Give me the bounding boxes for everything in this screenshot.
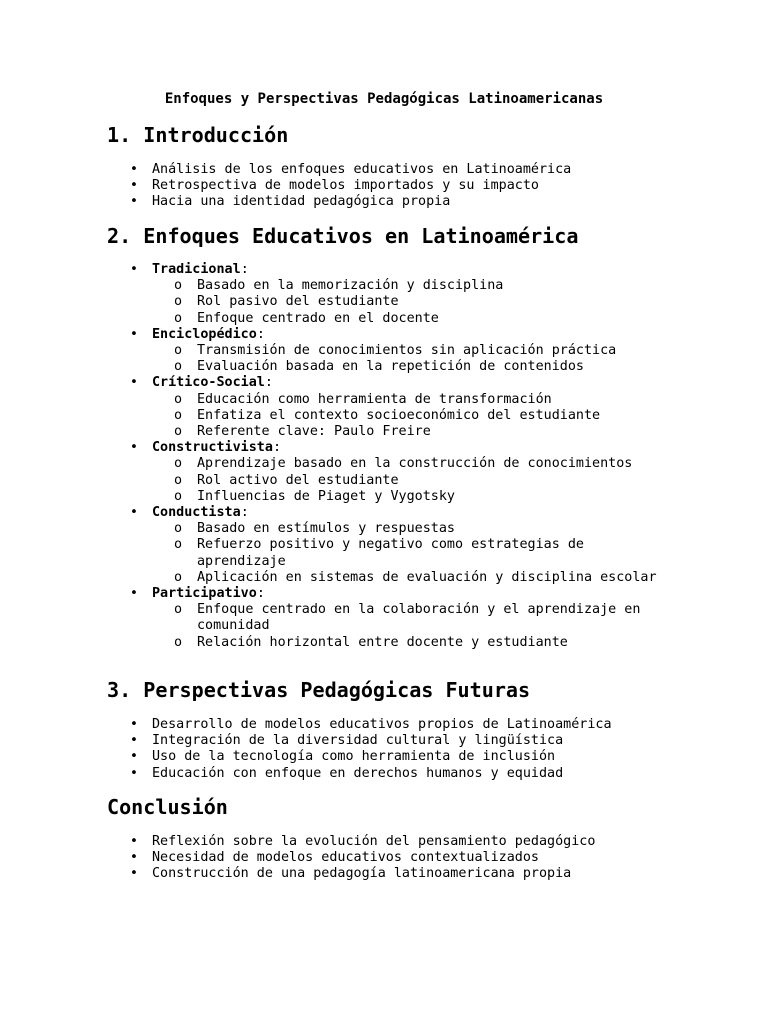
sublist-item: o Refuerzo positivo y negativo como estrategias de aprendizaje bbox=[174, 537, 584, 569]
bullet-icon: • bbox=[130, 505, 138, 521]
list-item: • Hacia una identidad pedagógica propia bbox=[130, 194, 451, 210]
list-item: • Integración de la diversidad cultural y lingüística bbox=[130, 733, 564, 749]
list-item-critico-social: • Crítico-Social: o Educación como herramienta de transformación o Enfatiza el contexto socioeconómico del estudiante o Referente clave: Paulo Freire bbox=[107, 375, 707, 440]
bullet-icon: • bbox=[130, 262, 138, 277]
section-heading-introduccion: 1. Introducción bbox=[107, 123, 289, 147]
bullet-icon: • bbox=[130, 586, 138, 602]
list-item-constructivista: • Constructivista: o Aprendizaje basado en la construcción de conocimientos o Rol activo del estudiante o Influencias de Piaget y Vygotsky bbox=[107, 440, 707, 505]
bullet-icon: • bbox=[130, 866, 138, 882]
section-list-conclusion bbox=[107, 834, 707, 883]
sublist bbox=[152, 343, 707, 375]
section-list-introduccion bbox=[107, 162, 707, 211]
circle-bullet-icon: o bbox=[174, 602, 183, 618]
sublist-item: o Influencias de Piaget y Vygotsky bbox=[174, 488, 455, 504]
bullet-icon: • bbox=[130, 440, 138, 456]
circle-bullet-icon: o bbox=[174, 343, 183, 359]
sublist-item: o Aplicación en sistemas de evaluación y disciplina escolar bbox=[174, 569, 657, 585]
sublist-item: o Enfoque centrado en el docente bbox=[174, 310, 439, 326]
circle-bullet-icon: o bbox=[174, 456, 183, 472]
list-item: • Retrospectiva de modelos importados y su impacto bbox=[130, 178, 539, 194]
list-item-enciclopedico: • Enciclopédico: o Transmisión de conocimientos sin aplicación práctica o Evaluación basada en la repetición de contenidos bbox=[107, 327, 707, 376]
sublist-item: o Referente clave: Paulo Freire bbox=[174, 424, 431, 440]
section-heading-perspectivas: 3. Perspectivas Pedagógicas Futuras bbox=[107, 678, 531, 702]
section-list-enfoques bbox=[107, 262, 707, 651]
sublist-item: o Transmisión de conocimientos sin aplicación práctica bbox=[174, 343, 617, 359]
section-list-perspectivas bbox=[107, 717, 707, 782]
bullet-icon: • bbox=[130, 194, 138, 210]
sublist bbox=[152, 278, 707, 327]
list-item: • Análisis de los enfoques educativos en Latinoamérica bbox=[130, 162, 572, 177]
circle-bullet-icon: o bbox=[174, 569, 183, 585]
circle-bullet-icon: o bbox=[174, 488, 183, 504]
bullet-icon: • bbox=[130, 326, 138, 342]
section-heading-enfoques: 2. Enfoques Educativos en Latinoamérica bbox=[107, 224, 579, 248]
sublist-item: o Enfatiza el contexto socioeconómico del estudiante bbox=[174, 407, 601, 423]
sublist bbox=[152, 602, 707, 651]
circle-bullet-icon: o bbox=[174, 537, 183, 553]
circle-bullet-icon: o bbox=[174, 407, 183, 423]
list-item: • Desarrollo de modelos educativos propios de Latinoamérica bbox=[130, 717, 612, 732]
circle-bullet-icon: o bbox=[174, 391, 183, 407]
list-item-conductista: • Conductista: o Basado en estímulos y respuestas o Refuerzo positivo y negativo como estrategias de aprendizaje o Aplicación en sistemas de evaluación y disciplina escolar bbox=[107, 505, 707, 586]
bullet-icon: • bbox=[130, 375, 138, 391]
bullet-icon: • bbox=[130, 834, 138, 849]
circle-bullet-icon: o bbox=[174, 359, 183, 375]
sublist-item: o Relación horizontal entre docente y estudiante bbox=[174, 634, 568, 650]
bullet-icon: • bbox=[130, 765, 138, 781]
list-item: • Uso de la tecnología como herramienta de inclusión bbox=[130, 749, 556, 765]
sublist bbox=[152, 456, 707, 505]
document-title: Enfoques y Perspectivas Pedagógicas Latinoamericanas bbox=[164, 91, 604, 107]
list-item: • Construcción de una pedagogía latinoamericana propia bbox=[130, 866, 572, 882]
list-item-participativo: • Participativo: o Enfoque centrado en la colaboración y el aprendizaje en comunidad o Relación horizontal entre docente y estudiante bbox=[107, 586, 707, 651]
bullet-icon: • bbox=[130, 178, 138, 194]
bullet-icon: • bbox=[130, 749, 138, 765]
sublist-item: o Rol pasivo del estudiante bbox=[174, 294, 399, 310]
sublist bbox=[152, 521, 707, 586]
sublist-item: o Basado en estímulos y respuestas bbox=[174, 521, 455, 537]
sublist-item: o Educación como herramienta de transformación bbox=[174, 391, 552, 407]
circle-bullet-icon: o bbox=[174, 521, 183, 537]
circle-bullet-icon: o bbox=[174, 472, 183, 488]
bullet-icon: • bbox=[130, 162, 138, 177]
sublist-item: o Enfoque centrado en la colaboración y el aprendizaje en comunidad bbox=[174, 602, 641, 634]
sublist bbox=[152, 392, 707, 441]
sublist-item: o Basado en la memorización y disciplina bbox=[174, 278, 504, 294]
circle-bullet-icon: o bbox=[174, 424, 183, 440]
list-item: • Reflexión sobre la evolución del pensamiento pedagógico bbox=[130, 834, 596, 849]
section-heading-conclusion: Conclusión bbox=[107, 795, 228, 819]
circle-bullet-icon: o bbox=[174, 310, 183, 326]
bullet-icon: • bbox=[130, 850, 138, 866]
sublist-item: o Rol activo del estudiante bbox=[174, 472, 399, 488]
bullet-icon: • bbox=[130, 733, 138, 749]
list-item-tradicional: • Tradicional: o Basado en la memorización y disciplina o Rol pasivo del estudiante o Enfoque centrado en el docente bbox=[107, 262, 707, 327]
sublist-item: o Evaluación basada en la repetición de contenidos bbox=[174, 359, 584, 375]
bullet-icon: • bbox=[130, 717, 138, 732]
list-item: • Necesidad de modelos educativos contextualizados bbox=[130, 850, 539, 866]
list-item: • Educación con enfoque en derechos humanos y equidad bbox=[130, 765, 564, 781]
circle-bullet-icon: o bbox=[174, 294, 183, 310]
sublist-item: o Aprendizaje basado en la construcción de conocimientos bbox=[174, 456, 633, 472]
circle-bullet-icon: o bbox=[174, 278, 183, 294]
circle-bullet-icon: o bbox=[174, 634, 183, 650]
